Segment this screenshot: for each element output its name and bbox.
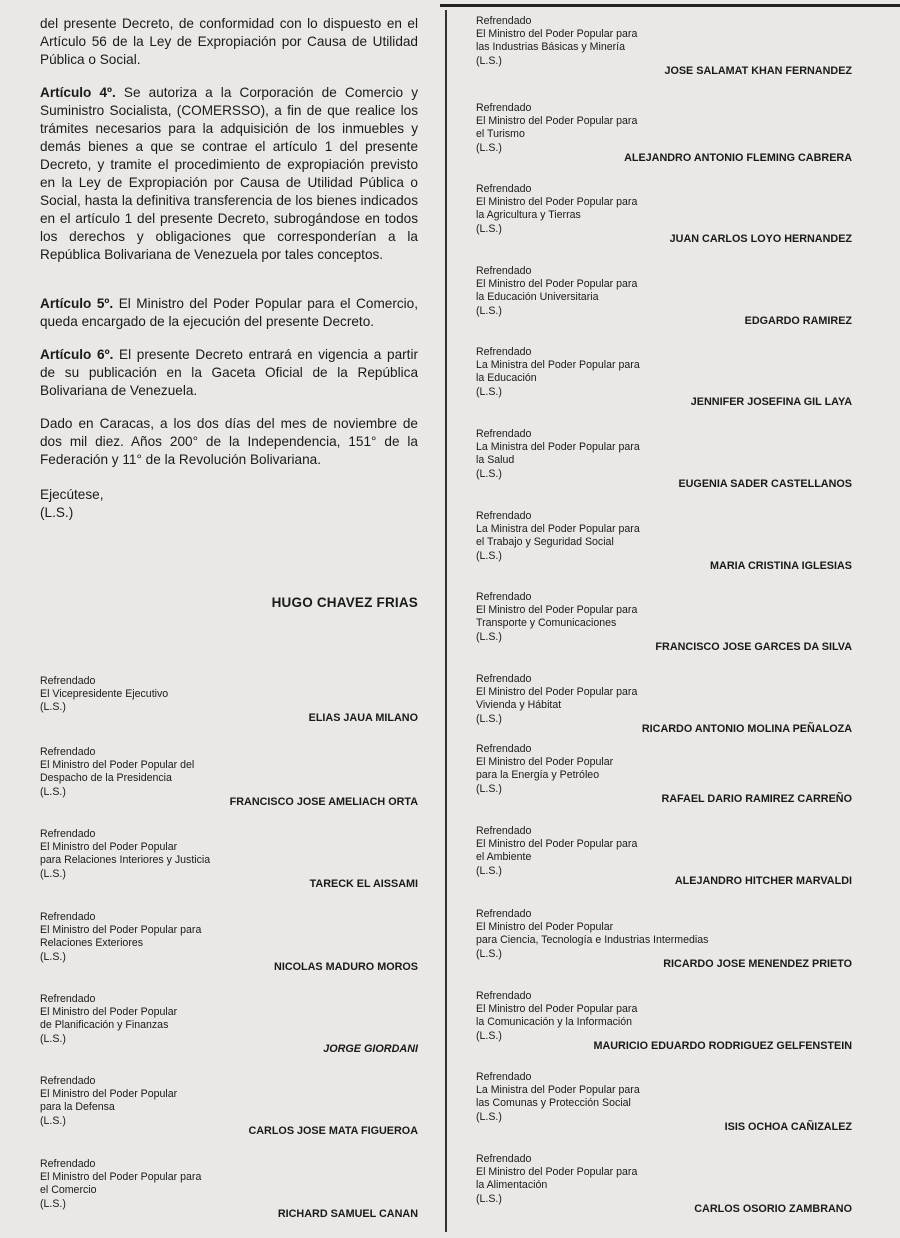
office-line: El Vicepresidente Ejecutivo [40, 688, 169, 701]
refrendado-label: Refrendado [40, 828, 96, 840]
office-line: la Educación [476, 372, 537, 385]
office-line: El Ministro del Poder Popular para [476, 838, 638, 851]
office-line: La Ministra del Poder Popular para [476, 1084, 640, 1097]
refrendado-label: Refrendado [40, 746, 96, 758]
signatory-name: FRANCISCO JOSE GARCES DA SILVA [655, 640, 852, 653]
refrendado-block [40, 828, 418, 891]
refrendado-block [476, 346, 852, 409]
signatory-name: JENNIFER JOSEFINA GIL LAYA [690, 395, 852, 408]
ls-mark: (L.S.) [476, 782, 502, 795]
office-line: El Ministro del Poder Popular para [476, 686, 638, 699]
refrendado-block [40, 746, 418, 809]
signatory-name: CARLOS JOSE MATA FIGUEROA [248, 1124, 418, 1137]
refrendado-block [476, 990, 852, 1053]
signatory-name: RICARDO ANTONIO MOLINA PEÑALOZA [641, 722, 852, 735]
ls-mark: (L.S.) [476, 630, 502, 643]
ls-mark: (L.S.) [476, 222, 502, 235]
article-6-text: El presente Decreto entrará en vigencia a partir de su publicación en la Gaceta Oficial de la República Bolivariana de Venezuela. [40, 347, 418, 398]
refrendado-label: Refrendado [476, 825, 532, 837]
office-line: el Trabajo y Seguridad Social [476, 536, 614, 549]
ls-mark: (L.S.) [476, 1192, 502, 1205]
office-line: de Planificación y Finanzas [40, 1019, 169, 1032]
ls-mark: (L.S.) [476, 467, 502, 480]
refrendado-block [476, 15, 852, 78]
ejecutese-block [40, 486, 418, 522]
ls-mark: (L.S.) [476, 54, 502, 67]
refrendado-block [476, 743, 852, 806]
ls-mark: (L.S.) [476, 947, 502, 960]
signatory-name: ISIS OCHOA CAÑIZALEZ [724, 1120, 852, 1133]
signatory-name: JUAN CARLOS LOYO HERNANDEZ [669, 232, 852, 245]
signatory-name: EUGENIA SADER CASTELLANOS [678, 477, 852, 490]
office-line: El Ministro del Poder Popular [476, 756, 614, 769]
office-line: El Ministro del Poder Popular para [40, 1171, 202, 1184]
refrendado-block [476, 510, 852, 573]
signatory-name: EDGARDO RAMIREZ [744, 314, 852, 327]
refrendado-label: Refrendado [476, 428, 532, 440]
office-line: Despacho de la Presidencia [40, 772, 172, 785]
office-line: El Ministro del Poder Popular [476, 921, 614, 934]
top-rule [440, 4, 900, 7]
signatory-name: RICHARD SAMUEL CANAN [277, 1207, 418, 1220]
office-line: para Relaciones Interiores y Justicia [40, 854, 211, 867]
office-line: El Ministro del Poder Popular para [476, 1166, 638, 1179]
office-line: las Comunas y Protección Social [476, 1097, 631, 1110]
office-line: El Ministro del Poder Popular para [476, 196, 638, 209]
office-line: la Alimentación [476, 1179, 548, 1192]
office-line: El Ministro del Poder Popular para [476, 604, 638, 617]
paragraph-continuation: del presente Decreto, de conformidad con lo dispuesto en el Artículo 56 de la Ley de Expropiación por Causa de Utilidad Pública o Social. [40, 16, 418, 67]
office-line: la Agricultura y Tierras [476, 209, 581, 222]
signatory-name: FRANCISCO JOSE AMELIACH ORTA [229, 795, 418, 808]
ls-mark: (L.S.) [40, 950, 66, 963]
dado-en-caracas: Dado en Caracas, a los dos días del mes de noviembre de dos mil diez. Años 200° de la Independencia, 151° de la Federación y 11° de la Revolución Bolivariana. [40, 416, 418, 467]
ls-mark: (L.S.) [476, 864, 502, 877]
refrendado-block [476, 1153, 852, 1216]
office-line: para la Defensa [40, 1101, 115, 1114]
ls-mark: (L.S.) [476, 304, 502, 317]
ls-mark: (L.S.) [40, 701, 66, 714]
refrendado-label: Refrendado [40, 675, 96, 687]
refrendado-block [476, 825, 852, 888]
signatory-name: MARIA CRISTINA IGLESIAS [710, 559, 852, 572]
article-6-label: Artículo 6º. [40, 347, 114, 362]
office-line: El Ministro del Poder Popular para [476, 115, 638, 128]
office-line: El Ministro del Poder Popular para [476, 28, 638, 41]
signatory-name: NICOLAS MADURO MOROS [274, 960, 418, 973]
refrendado-label: Refrendado [476, 265, 532, 277]
office-line: La Ministra del Poder Popular para [476, 523, 640, 536]
refrendado-label: Refrendado [476, 183, 532, 195]
column-divider [445, 10, 447, 1232]
refrendado-label: Refrendado [476, 990, 532, 1002]
refrendado-label: Refrendado [40, 1158, 96, 1170]
ls-mark: (L.S.) [476, 549, 502, 562]
refrendado-block [476, 428, 852, 491]
refrendado-label: Refrendado [476, 510, 532, 522]
refrendado-block [40, 1158, 418, 1221]
office-line: El Ministro del Poder Popular para [476, 1003, 638, 1016]
office-line: el Turismo [476, 128, 525, 141]
office-line: La Ministra del Poder Popular para [476, 441, 640, 454]
refrendado-block [40, 1075, 418, 1138]
office-line: El Ministro del Poder Popular del [40, 759, 195, 772]
refrendado-block [476, 591, 852, 654]
office-line: la Comunicación y la Información [476, 1016, 633, 1029]
ls-mark: (L.S.) [476, 712, 502, 725]
signatory-name: ALEJANDRO HITCHER MARVALDI [674, 874, 852, 887]
signatory-name: ALEJANDRO ANTONIO FLEMING CABRERA [624, 151, 852, 164]
ls-mark: (L.S.) [476, 1029, 502, 1042]
ls-mark: (L.S.) [476, 141, 502, 154]
refrendado-label: Refrendado [40, 1075, 96, 1087]
president-signature: HUGO CHAVEZ FRIAS [271, 595, 418, 610]
refrendado-label: Refrendado [476, 673, 532, 685]
refrendado-label: Refrendado [476, 102, 532, 114]
refrendado-block [40, 911, 418, 974]
signatory-name: CARLOS OSORIO ZAMBRANO [694, 1202, 852, 1215]
office-line: la Salud [476, 454, 515, 467]
office-line: El Ministro del Poder Popular [40, 841, 178, 854]
article-4-text: Se autoriza a la Corporación de Comercio y Suministro Socialista, (COMERSSO), a fin de que realice los trámites necesarios para la adquisición de los inmuebles y demás bienes a que se contrae el artículo 1 del presente Decreto, y tramite el procedimiento de expropiación previsto en la Ley de Expropiación por Causa de Utilidad Pública o Social, hasta la definitiva transferencia de los bienes indicados en el artículo 1 del presente Decreto, subrogándose en todos los derechos y obligaciones que corresponderían a la República Bolivariana de Venezuela por tales conceptos. [40, 85, 418, 262]
office-line: El Ministro del Poder Popular [40, 1006, 178, 1019]
refrendado-block [476, 265, 852, 328]
ejecutese-text: Ejecútese, [40, 487, 104, 502]
office-line: el Comercio [40, 1184, 97, 1197]
article-5 [40, 295, 418, 331]
refrendado-block [40, 993, 418, 1056]
refrendado-label: Refrendado [476, 1071, 532, 1083]
refrendado-label: Refrendado [40, 993, 96, 1005]
ls-mark: (L.S.) [476, 1110, 502, 1123]
office-line: Vivienda y Hábitat [476, 699, 562, 712]
refrendado-block [476, 183, 852, 246]
office-line: para la Energía y Petróleo [476, 769, 600, 782]
ls-mark: (L.S.) [40, 867, 66, 880]
refrendado-label: Refrendado [476, 591, 532, 603]
office-line: las Industrias Básicas y Minería [476, 41, 625, 54]
refrendado-label: Refrendado [476, 743, 532, 755]
signatory-name: ELIAS JAUA MILANO [308, 711, 418, 724]
signatory-name: TARECK EL AISSAMI [309, 877, 418, 890]
office-line: La Ministra del Poder Popular para [476, 359, 640, 372]
refrendado-label: Refrendado [476, 1153, 532, 1165]
ls-mark: (L.S.) [40, 1114, 66, 1127]
signatory-name: RICARDO JOSE MENENDEZ PRIETO [663, 957, 852, 970]
refrendado-block [476, 673, 852, 736]
office-line: Relaciones Exteriores [40, 937, 144, 950]
article-4 [40, 84, 418, 264]
left-column [40, 15, 419, 1220]
ls-mark: (L.S.) [40, 785, 66, 798]
office-line: El Ministro del Poder Popular para [476, 278, 638, 291]
signatory-name: MAURICIO EDUARDO RODRIGUEZ GELFENSTEIN [593, 1039, 852, 1052]
refrendado-block [476, 908, 852, 971]
refrendado-label: Refrendado [476, 346, 532, 358]
refrendado-block [40, 675, 418, 725]
ls-mark: (L.S.) [476, 385, 502, 398]
signatory-name: JOSE SALAMAT KHAN FERNANDEZ [664, 64, 852, 77]
article-4-label: Artículo 4º. [40, 85, 116, 100]
ls-mark: (L.S.) [40, 505, 74, 520]
ls-mark: (L.S.) [40, 1197, 66, 1210]
refrendado-block [476, 102, 852, 165]
signatory-name: RAFAEL DARIO RAMIREZ CARREÑO [661, 792, 852, 805]
office-line: la Educación Universitaria [476, 291, 599, 304]
office-line: El Ministro del Poder Popular [40, 1088, 178, 1101]
refrendado-label: Refrendado [476, 15, 532, 27]
office-line: para Ciencia, Tecnología e Industrias Intermedias [476, 934, 709, 947]
article-5-label: Artículo 5º. [40, 296, 114, 311]
refrendado-label: Refrendado [40, 911, 96, 923]
article-6 [40, 346, 418, 400]
refrendado-block [476, 1071, 852, 1134]
office-line: Transporte y Comunicaciones [476, 617, 617, 630]
office-line: El Ministro del Poder Popular para [40, 924, 202, 937]
office-line: el Ambiente [476, 851, 532, 864]
refrendado-label: Refrendado [476, 908, 532, 920]
signatory-name: JORGE GIORDANI [323, 1042, 418, 1055]
article-5-text: El Ministro del Poder Popular para el Comercio, queda encargado de la ejecución del presente Decreto. [40, 296, 419, 329]
ls-mark: (L.S.) [40, 1032, 66, 1045]
